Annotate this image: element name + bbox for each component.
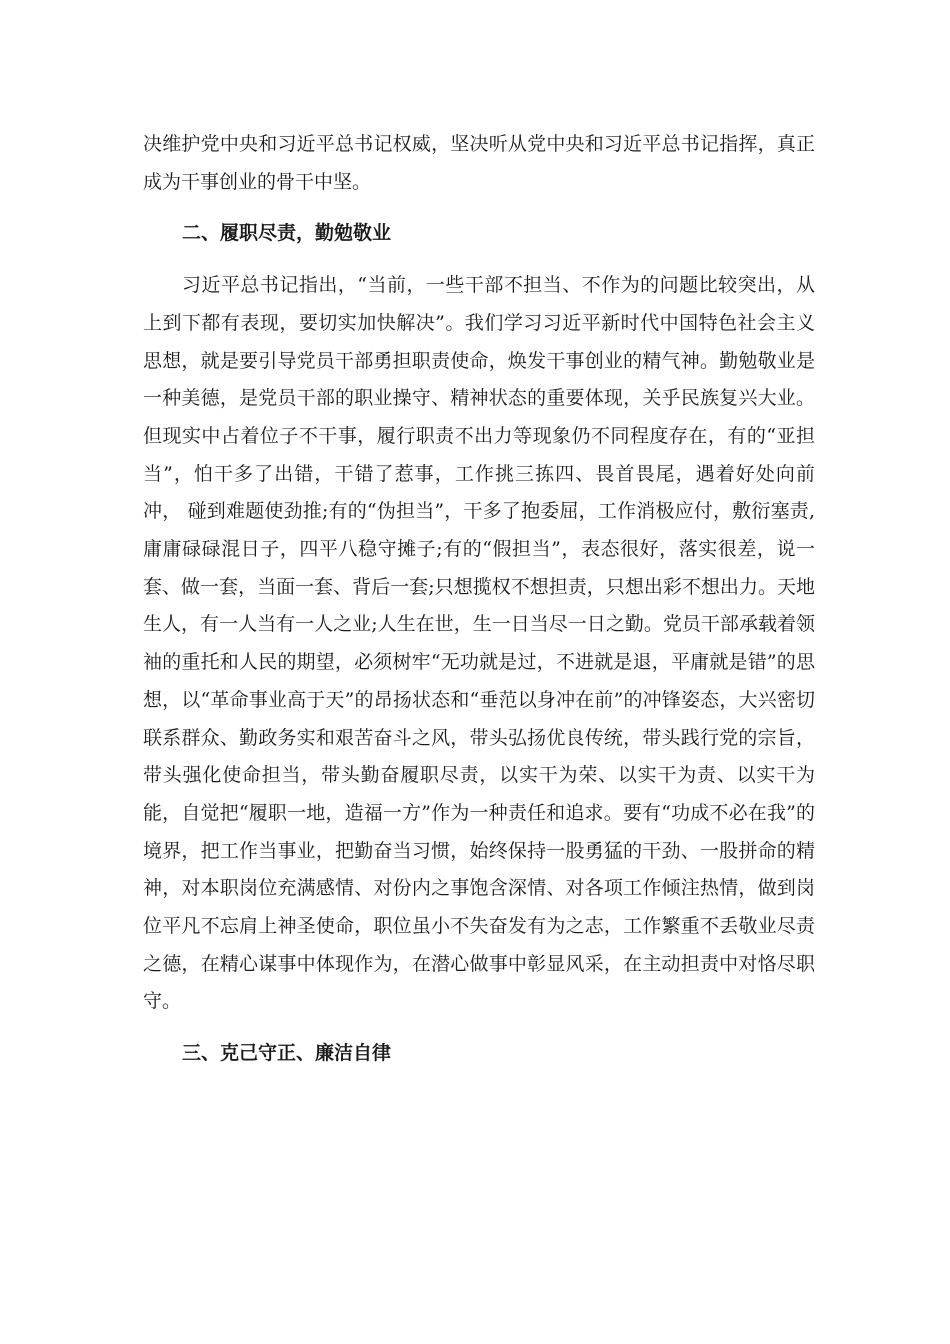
section-3-heading: 三、克己守正、廉洁自律: [182, 1042, 392, 1065]
section-2-paragraph: 习近平总书记指出，“当前，一些干部不担当、不作为的问题比较突出，从上到下都有表现，要切实加快解决”。我们学习习近平新时代中国特色社会主义思想，就是要引导党员干部勇担职责使命，焕发干事创业的精气神。勤勉敬业是一种美德，是党员干部的职业操守、精神状态的重要体现，关乎民族复兴大业。但现实中占着位子不干事，履行职责不出力等现象仍不同程度存在，有的“亚担当”，怕干多了出错，干错了惹事，工作挑三拣四、畏首畏尾，遇着好处向前冲， 碰到难题使劲推;有的“伪担当”，干多了抱委屈，工作消极应付，敷衍塞责, 庸庸碌碌混日子，四平八稳守摊子;有的“假担当”，表态很好，落实很差，说一套、做一套，当面一套、背后一套;只想揽权不想担责，只想出彩不想出力。天地生人，有一人当有一人之业;人生在世，生一日当尽一日之勤。党员干部承载着领袖的重托和人民的期望，必须树牢“无功就是过，不进就是退，平庸就是错”的思想，以“革命事业高于天”的昂扬状态和“垂范以身冲在前”的冲锋姿态，大兴密切联系群众、勤政务实和艰苦奋斗之风，带头弘扬优良传统，带头践行党的宗旨，带头强化使命担当，带头勤奋履职尽责，以实干为荣、以实干为责、以实干为能，自觉把“履职一地，造福一方”作为一种责任和追求。要有“功成不必在我”的境界，把工作当事业，把勤奋当习惯，始终保持一股勇猛的干劲、一股拼命的精神，对本职岗位充满感情、对份内之事饱含深情、对各项工作倾注热情，做到岗位平凡不忘肩上神圣使命，职位虽小不失奋发有为之志，工作繁重不丢敬业尽责之德，在精心谋事中体现作为，在潜心做事中彰显风采，在主动担责中对恪尽职守。: [143, 274, 815, 1013]
document-body: [143, 126, 815, 1073]
intro-paragraph: 决维护党中央和习近平总书记权威，坚决听从党中央和习近平总书记指挥，真正成为干事创业的骨干中坚。: [143, 133, 815, 193]
section-2-heading: 二、履职尽责，勤勉敬业: [182, 222, 392, 245]
